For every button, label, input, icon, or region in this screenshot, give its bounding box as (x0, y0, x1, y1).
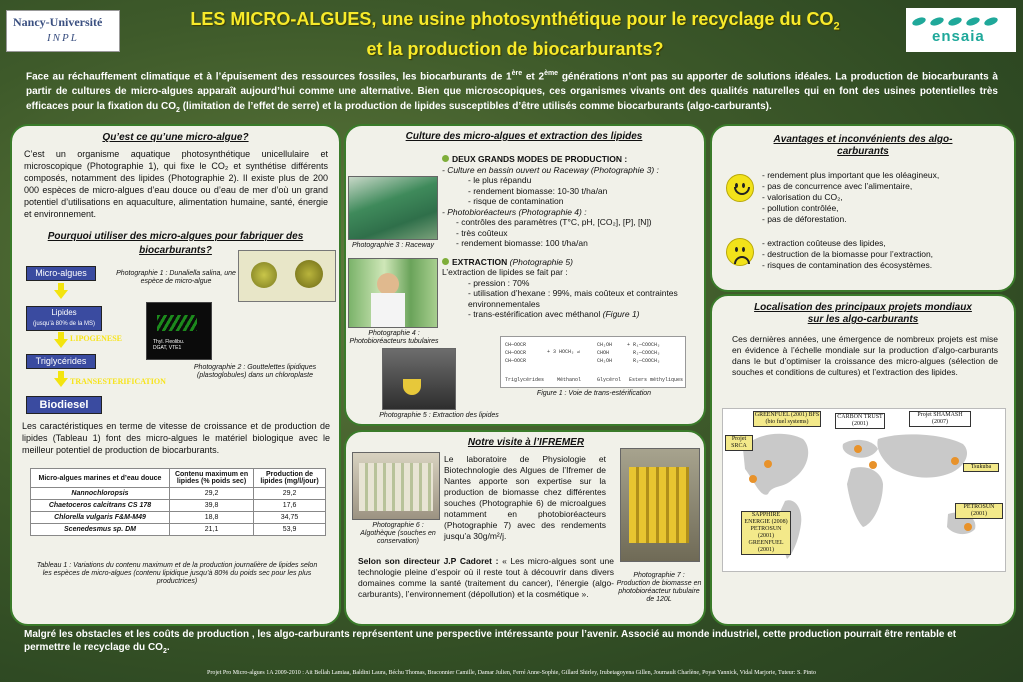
logo-nancy-universite (6, 10, 120, 52)
panel-title-what: Qu’est ce qu’une micro-algue? (102, 132, 249, 143)
bullet-icon (442, 258, 449, 265)
flow-micro-algues: Micro-algues (26, 266, 96, 281)
table-header-row: Micro-algues marines et d’eau douce Contenu maximum en lipides (% poids sec) Production de lipides (mg/l/jour) (31, 469, 326, 488)
director-quote: Selon son directeur J.P Cadoret : « Les micro-algues sont une technologie pleine d’espoir où il reste tout à découvrir dans divers domaines comme la santé (traitement du cancer), l’énergie (algo-carburants), l’environnement (dépollution) et la cosmétique ». (358, 556, 614, 599)
photo2-lipid-droplets: Thyl. Fleolibu. DGAT, VTE1 (146, 302, 212, 360)
panel-localisation (710, 294, 1016, 626)
photo3-raceway (348, 176, 438, 240)
panel-avantages (710, 124, 1016, 292)
map-label-carbon-trust: CARBON TRUST (2001) (835, 413, 885, 429)
logo-left-line2: INPL (47, 32, 79, 44)
figure1-transesterification: CH—OOCR CH—OOCR CH—OOCR + 3 HOCH₃ ⇌ CH₂OH CHOH CH₂OH + R₁—COOCH₃ R₂—COOCH₃ R₃—COOCH₃ Triglycérides Méthanol Glycérol Esters méthyliques (500, 336, 686, 388)
list-item: - pas de concurrence avec l’alimentaire, (762, 181, 913, 191)
bullet-icon (442, 155, 449, 162)
photo1-caption: Photographie 1 : Dunaliella salina, une espèce de micro-algue (116, 270, 236, 285)
list-item: - extraction coûteuse des lipides, (762, 238, 886, 248)
photo7-biomass-production (620, 448, 700, 562)
map-label-greenfuel-bfs: GREENFUEL (2001) BFS (bio fuel systems) (754, 412, 820, 425)
photo2-caption: Photographie 2 : Gouttelettes lipidiques (plastoglobules) dans un chloroplaste (193, 364, 317, 379)
what-text: C’est un organisme aquatique photosynthétique unicellulaire et microscopique (Photographie 1), qui fixe le CO₂ et synthétise différents composés, notamment des lipides (Photographie 2). Il existe plus de 200 000 espèces de micro-algues d’eau douce ou d’eau de mer d’où un grand potentiel d’utilisations en aquaculture, alimentation humaine, santé, énergie et environnement. (24, 149, 328, 219)
panel-title-why: Pourquoi utiliser des micro-algues pour fabriquer des biocarburants? (47, 231, 304, 256)
intro-paragraph: Face au réchauffement climatique et à l’épuisement des ressources fossiles, les biocarburants de 1ère et 2ème générations n’ont pas su apporter de solutions idéales. La production de biocarburants à partir de cultures de micro-algues apparaît aujourd’hui comme une alternative. Bien que microscopiques, ces organismes vivants ont des qualités naturelles qui en font des usines potentielles très efficaces pour la fixation du $CO_2$ (limitation de l’effet de serre) et la production de lipides susceptibles d’être utilisés comme biocarburants (algo-carburants). (26, 70, 998, 115)
panel-title-localisation: Localisation des principaux projets mondiaux sur les algo-carburants (754, 302, 972, 325)
panel-title-culture: Culture des micro-algues et extraction des lipides (405, 131, 643, 142)
poster-title: LES MICRO-ALGUES, une usine photosynthétique pour le recyclage du $CO_2$ et la production de biocarburants? (190, 9, 840, 59)
list-item: - pas de déforestation. (762, 214, 847, 224)
panel-title-ifremer: Notre visite à l’IFREMER (467, 437, 585, 448)
photo4-photobioreactor (348, 258, 438, 328)
label-transesterification: TRANSESTERIFICATION (70, 377, 166, 386)
map-label-petrosun: PETROSUN (2001) (955, 503, 1003, 519)
table-row: Chlorella vulgaris F&M-M49 18,8 34,75 (31, 512, 326, 524)
photo5-extraction (382, 348, 456, 410)
arrow-down-icon (54, 290, 68, 299)
map-label-tsukuba: Tsukuba (963, 463, 999, 472)
photo6-algotheque (352, 452, 440, 520)
list-item: - valorisation du CO₂, (762, 192, 843, 202)
photo7-caption: Photographie 7 : Production de biomasse en photobioréacteur tubulaire de 120L (616, 572, 702, 603)
list-item: - risques de contamination des écosystèmes. (762, 260, 933, 270)
advantages-list (762, 170, 1002, 225)
map-label-shamash: Projet SHAMASH (2007) (909, 411, 971, 427)
photo6-caption: Photographie 6 : Algothèque (souches en conservation) (360, 522, 436, 545)
conclusion: Malgré les obstacles et les coûts de production , les algo-carburants représentent une perspective intéressante pour l’avenir. Associé au monde industriel, cette production pourrait être rentable et permettre le recyclage du $CO_2$. (24, 629, 957, 655)
arrow-down-icon (54, 339, 68, 348)
figure1-caption: Figure 1 : Voie de trans-estérification (536, 390, 652, 397)
disadvantages-list (762, 238, 1002, 271)
logo-left-line1: Nancy-Université (13, 15, 103, 29)
ifremer-text: Le laboratoire de Physiologie et Biotechnologie des Algues de l’Ifremer de Nantes apporte son expertise sur la production de biomasse chez différentes souches (Photographie 6) de microalgues notamment en photobioréacteurs (Photographie 7) avec des rendements jusqu’a 30g/m²/j. (444, 454, 606, 541)
panel-title-avantages: Avantages et inconvénients des algo-carburants (773, 134, 953, 157)
map-label-srca: Projet SRCA (725, 435, 753, 451)
photo1-dunaliella (238, 250, 336, 302)
photo5-caption: Photographie 5 : Extraction des lipides (379, 412, 499, 419)
flow-biodiesel: Biodiesel (26, 396, 102, 414)
sad-face-icon (726, 238, 754, 266)
flow-triglycerides: Triglycérides (26, 354, 96, 369)
photo3-caption: Photographie 3 : Raceway (351, 242, 435, 249)
flow-lipides: Lipides (jusqu’à 80% de la MS) (26, 306, 102, 331)
logo-ensaia: ensaia (906, 8, 1016, 52)
list-item: - pollution contrôlée, (762, 203, 839, 213)
happy-face-icon (726, 174, 754, 202)
arrow-down-icon (54, 378, 68, 387)
table-row: Chaetoceros calcitrans CS 178 39,8 17,6 (31, 500, 326, 512)
label-lipogenese: LIPOGENESE (70, 334, 123, 343)
world-map (722, 408, 1006, 572)
production-modes: DEUX GRANDS MODES DE PRODUCTION : - Culture en bassin ouvert ou Raceway (Photographie 3) : - le plus répandu - rendement biomasse: 10-30 t/ha/an - risque de contamination - Photobioréacteurs (Photographie 4) : - contrôles des paramètres (T°C, pH, [CO₂], [P], [N]) - très coûteux - rendement biomasse: 100 t/ha/an EXTRACTION (Photographie 5) L’extraction de lipides se fait par : - pression : 70% - utilisation d’hexane : 99%, mais coûteux et contraintes environnementales - trans-estérification avec méthanol (Figure 1) (442, 154, 678, 319)
why-text: Les caractéristiques en terme de vitesse de croissance et de production de lipides (Tableau 1) font des micro-algues le matériel biologique avec le meilleur potentiel de production de biocarburants. (22, 421, 330, 455)
panel-micro-algue (10, 124, 341, 626)
list-item: - rendement plus important que les oléagineux, (762, 170, 940, 180)
localisation-text: Ces dernières années, une émergence de nombreux projets est mise en évidence à l’échelle mondiale sur la production d’algo-carburants dans le but d’optimiser la croissance des micro-algues (sélection de souches et conditions de cultures) et l’extraction des lipides. (732, 334, 998, 377)
photo4-caption: Photographie 4 : Photobioréacteurs tubulaires (349, 330, 439, 345)
table-row: Scenedesmus sp. DM 21,1 53,9 (31, 524, 326, 536)
footer-credits: Projet Pro Micro-algues 1A 2009-2010 : Ait Bellah Lamiaa, Baldini Laura, Béchu Thomas, Braconnier Camille, Damar Julien, Ferré Anne-Sophie, Gillard Shirley, Irubetagoyena Gillen, Journault Charlène, Poyat Yannick, Vidal Marjorie, Tuteur: S. Pinto (207, 670, 816, 676)
table-row: Nannochloropsis 29,2 29,2 (31, 488, 326, 500)
logo-dots-icon (912, 12, 1010, 26)
map-label-usa-projects: SAPPHIRE ENERGIE (2008) PETROSUN (2001) GREENFUEL (2001) (741, 511, 791, 555)
table1-caption: Tableau 1 : Variations du contenu maximum et de la production journalière de lipides selon les espèces de micro-algues (contenu lipidique jusqu’à 80% du poids sec pour les plus productrices) (36, 562, 318, 585)
lipid-table (30, 468, 326, 536)
panel-ifremer (344, 430, 706, 626)
list-item: - destruction de la biomasse pour l’extraction, (762, 249, 934, 259)
panel-culture-extraction (344, 124, 706, 426)
